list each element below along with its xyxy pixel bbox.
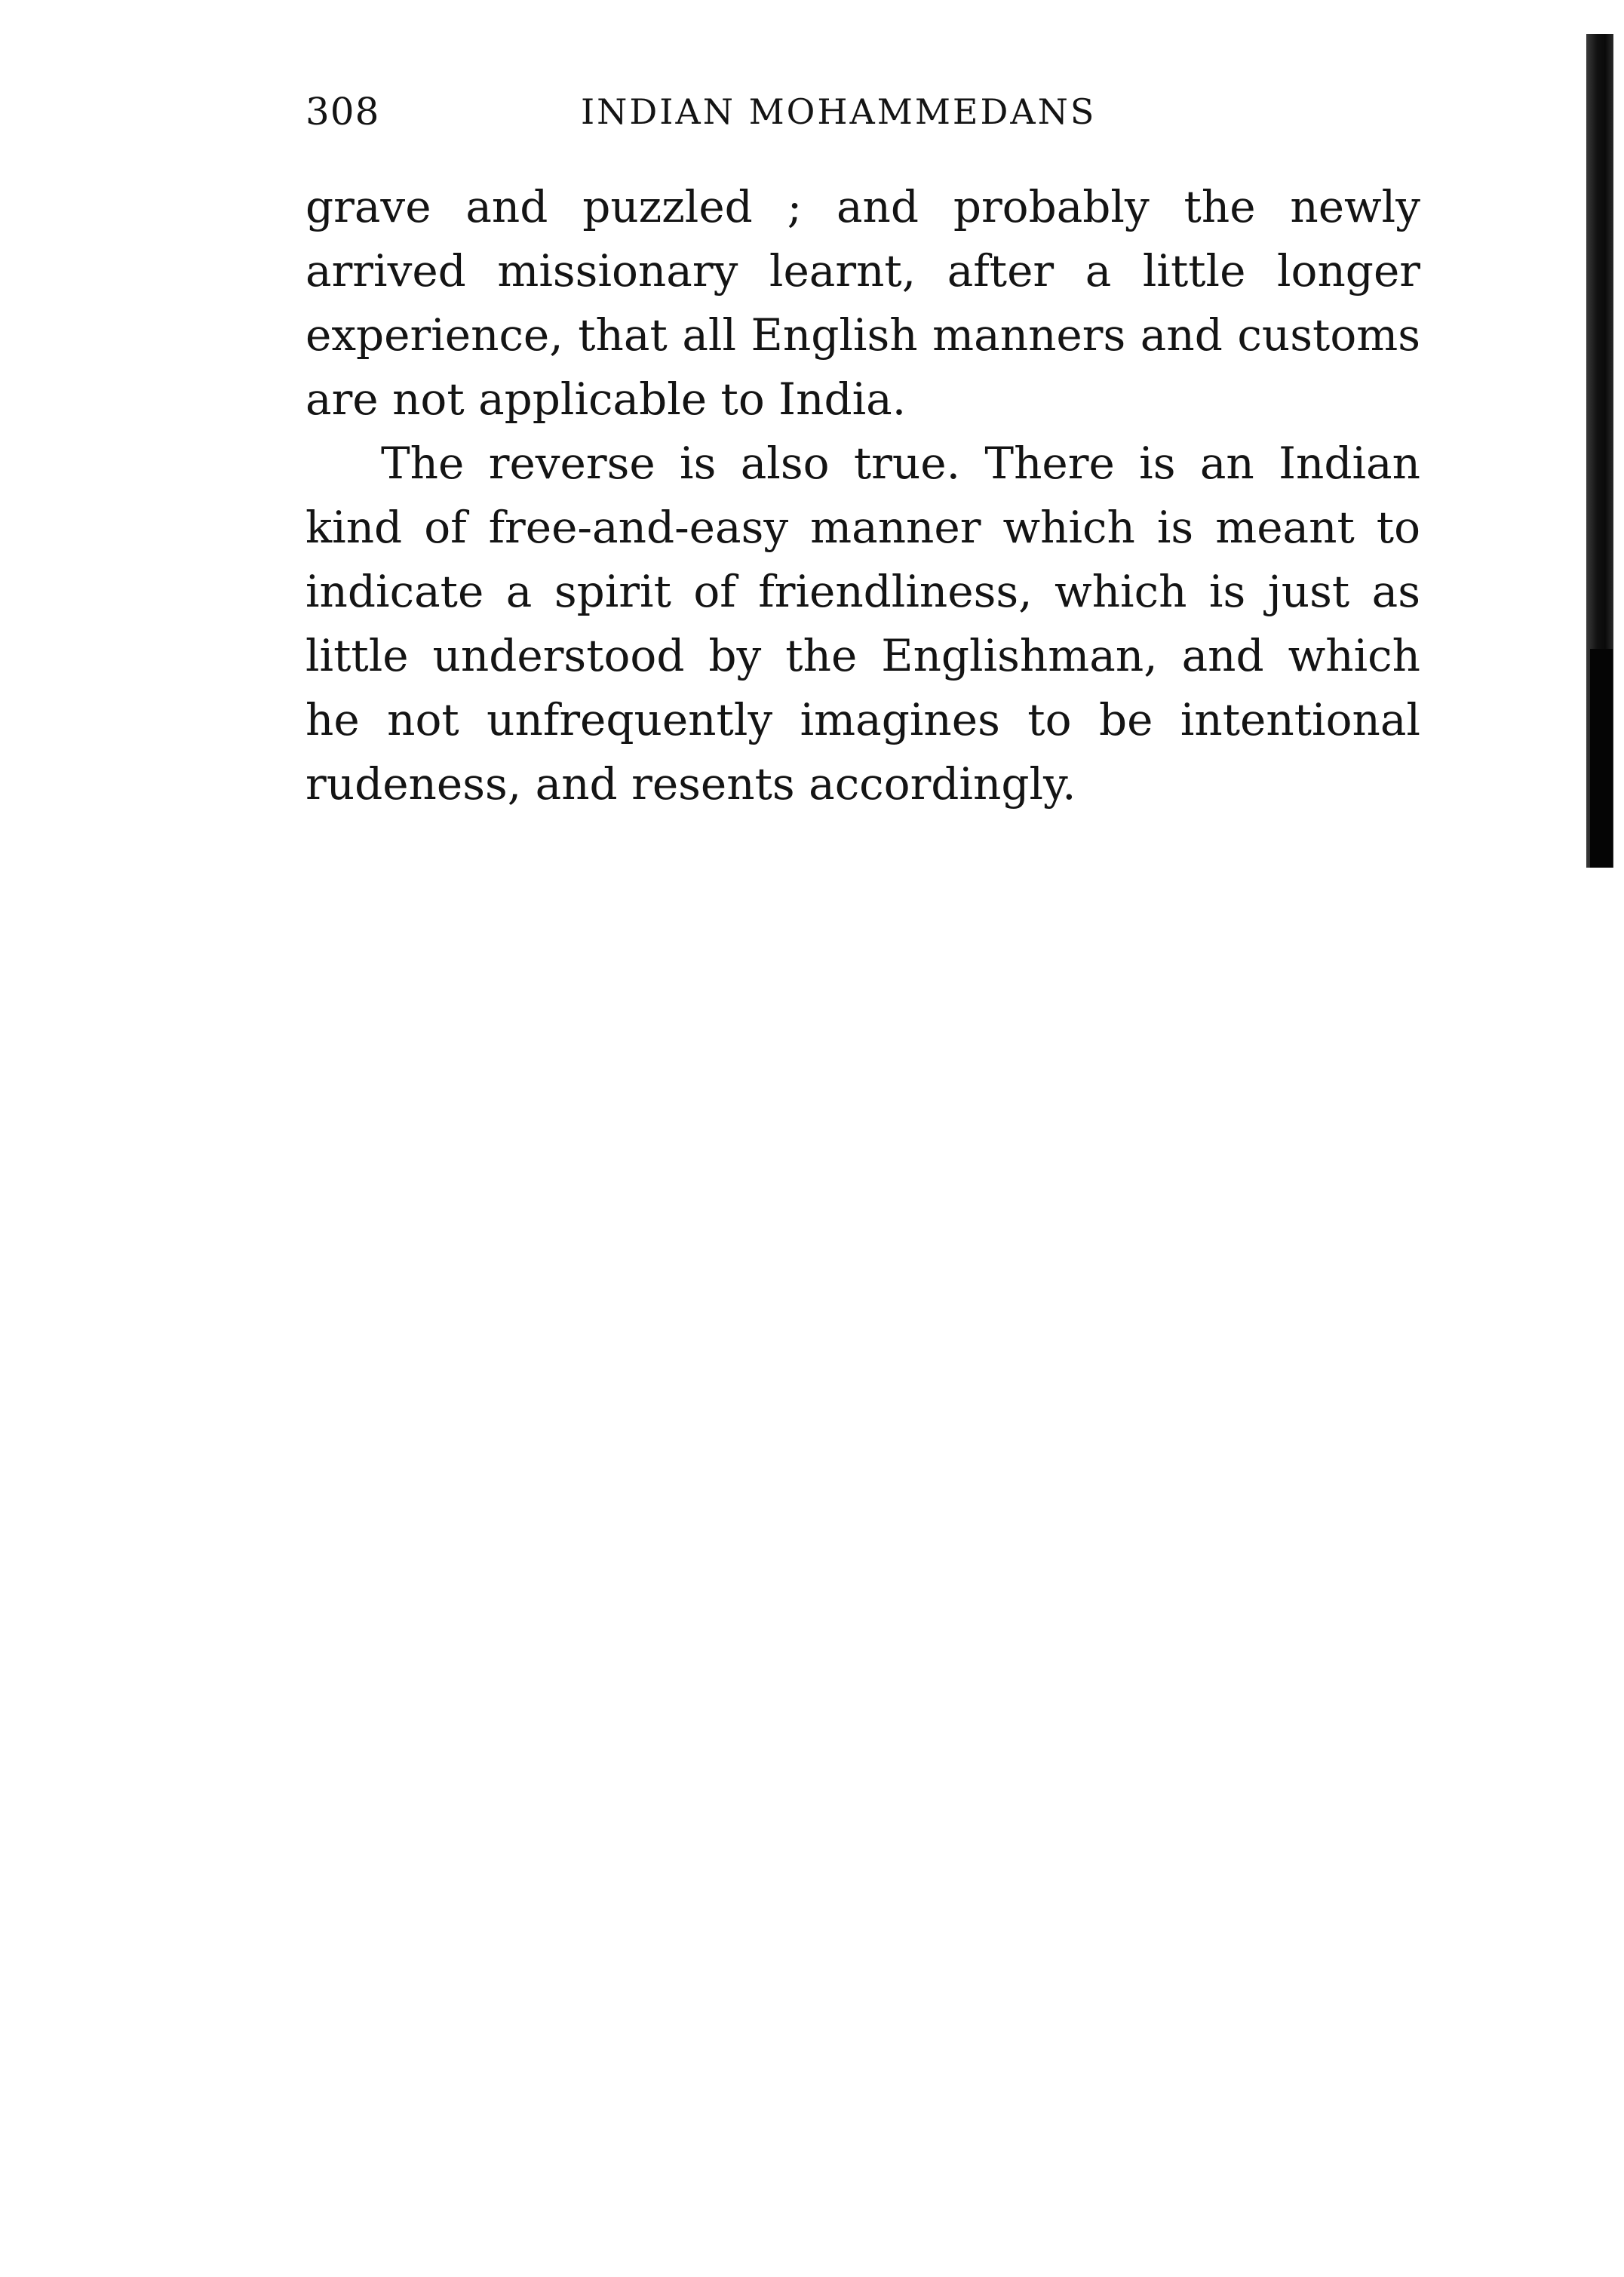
page-number: 308 (305, 90, 380, 134)
binding-edge-shadow (1590, 649, 1613, 868)
body-text (305, 175, 1420, 816)
running-head: INDIAN MOHAMMEDANS (581, 91, 1097, 132)
paragraph: The reverse is also true. There is an Indian kind of free-and-easy manner which is meant to indicate a spirit of friendliness, which is just as little understood by the Englishman, and which he not unfrequently imagines to be intentional rudeness, and resents accordingly. (305, 438, 1420, 810)
paragraph-continuation: grave and puzzled ; and probably the newly arrived missionary learnt, after a little longer experience, that all English manners and customs are not applicable to India. (305, 181, 1420, 425)
